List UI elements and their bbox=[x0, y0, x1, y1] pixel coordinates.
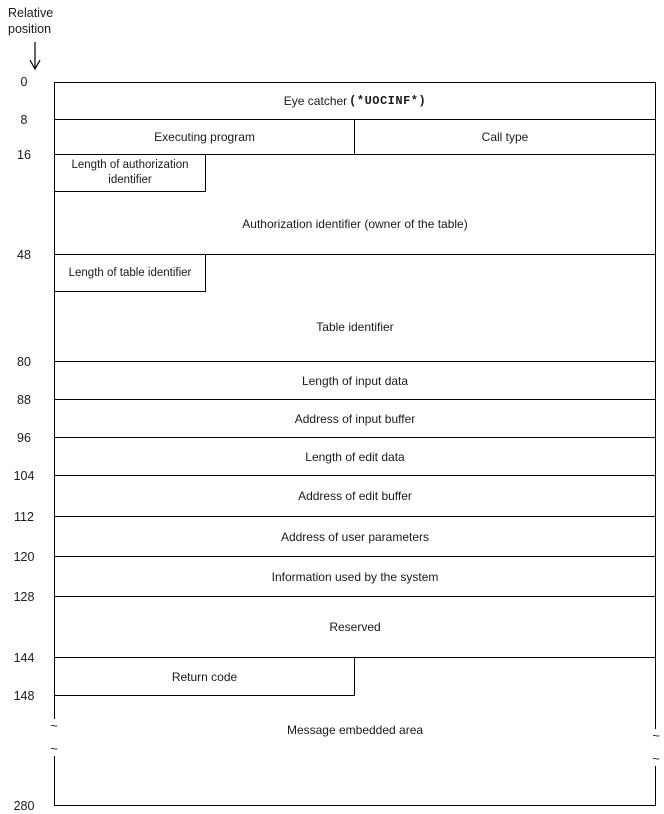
field-eye-catcher bbox=[54, 82, 656, 120]
position-label-128: 128 bbox=[13, 590, 35, 604]
break-tilde-left-lower: ~ bbox=[50, 741, 58, 756]
field-length-of-authorization-identifier: Length of authorization identifier bbox=[55, 155, 206, 192]
field-address-of-edit-buffer: Address of edit buffer bbox=[54, 476, 656, 517]
field-authorization-identifier: Authorization identifier (owner of the table) bbox=[242, 216, 468, 231]
relative-position-label bbox=[8, 5, 53, 37]
field-length-of-input-data: Length of input data bbox=[54, 362, 656, 400]
position-label-112: 112 bbox=[14, 510, 34, 524]
field-information-used-by-the-system: Information used by the system bbox=[54, 557, 656, 597]
position-label-48: 48 bbox=[17, 248, 31, 262]
field-executing-program: Executing program bbox=[55, 120, 355, 154]
position-label-120: 120 bbox=[13, 550, 35, 564]
position-label-96: 96 bbox=[17, 431, 31, 445]
field-address-of-user-parameters: Address of user parameters bbox=[54, 517, 656, 557]
field-row-48 bbox=[54, 255, 656, 362]
position-label-88: 88 bbox=[17, 393, 31, 407]
position-label-0: 0 bbox=[20, 75, 28, 89]
field-length-of-table-identifier: Length of table identifier bbox=[55, 255, 206, 292]
eye-catcher-value: (*UOCINF*) bbox=[349, 94, 427, 108]
position-label-8: 8 bbox=[20, 113, 28, 127]
break-tilde-left-upper: ~ bbox=[50, 718, 58, 733]
right-border-lower-segment bbox=[655, 764, 656, 806]
field-row-16 bbox=[54, 155, 656, 255]
left-border-lower-segment bbox=[54, 754, 55, 806]
field-reserved: Reserved bbox=[54, 597, 656, 658]
field-address-of-input-buffer: Address of input buffer bbox=[54, 400, 656, 438]
break-tilde-right-upper: ~ bbox=[652, 728, 660, 743]
break-tilde-right-lower: ~ bbox=[652, 751, 660, 766]
field-call-type: Call type bbox=[481, 130, 529, 144]
field-row-8 bbox=[54, 120, 656, 155]
field-message-embedded-area-row bbox=[50, 696, 660, 806]
position-label-104: 104 bbox=[13, 469, 35, 483]
position-label-280: 280 bbox=[13, 799, 35, 813]
field-return-code: Return code bbox=[55, 658, 355, 696]
position-label-16: 16 bbox=[17, 148, 31, 162]
field-table-identifier: Table identifier bbox=[316, 320, 394, 334]
position-label-148: 148 bbox=[13, 689, 35, 703]
field-row-144 bbox=[54, 658, 656, 696]
eye-catcher-label: Eye catcher bbox=[283, 94, 348, 108]
down-arrow-icon bbox=[26, 41, 44, 72]
position-label-144: 144 bbox=[13, 651, 35, 665]
position-label-80: 80 bbox=[17, 355, 31, 369]
field-length-of-edit-data: Length of edit data bbox=[54, 438, 656, 476]
relative-position-line2: position bbox=[8, 22, 52, 36]
relative-position-line1: Relative bbox=[8, 6, 54, 20]
field-message-embedded-area: Message embedded area bbox=[286, 723, 424, 737]
